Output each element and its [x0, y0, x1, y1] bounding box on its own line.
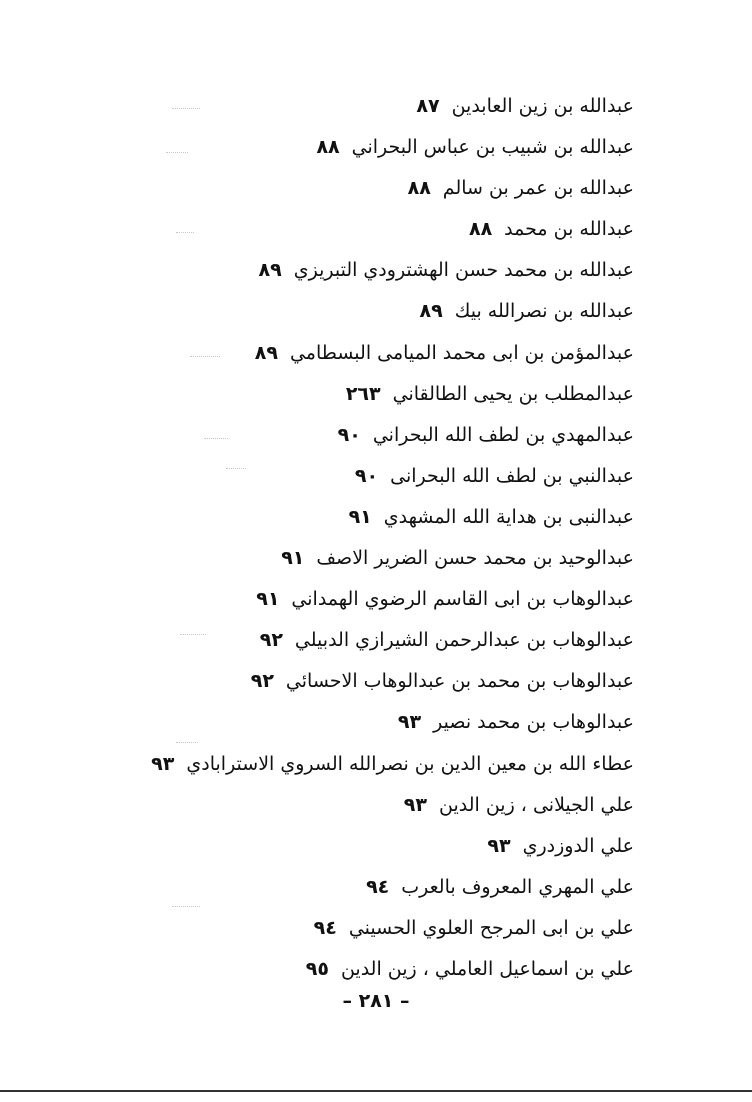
entry-page-number: ٨٨ — [407, 177, 431, 200]
entry-page-number: ٢٦٣ — [345, 382, 381, 405]
index-entry — [114, 497, 634, 538]
entry-page-number: ٩٢ — [250, 670, 274, 693]
entry-page-number: ٩٥ — [305, 957, 329, 980]
bleed-through-mark — [204, 438, 228, 439]
entry-page-number: ٨٨ — [316, 136, 340, 159]
entry-name: علي الجيلانى ، زين الدين — [438, 793, 634, 816]
index-entry — [114, 168, 634, 209]
bleed-through-mark — [176, 232, 194, 233]
entry-page-number: ٨٧ — [416, 95, 440, 117]
entry-name: عبدالله بن شبيب بن عباس البحراني — [351, 136, 634, 159]
entry-name: عبدالله بن زين العابدين — [451, 95, 634, 117]
entry-name: علي الدوزدري — [522, 834, 634, 857]
index-entry — [114, 579, 634, 620]
entry-name: عبدالوحيد بن محمد حسن الضرير الاصف — [316, 547, 634, 570]
entry-page-number: ٩٣ — [487, 834, 511, 857]
entry-page-number: ٩٤ — [366, 875, 390, 898]
index-entry — [114, 333, 634, 374]
bleed-through-mark — [172, 108, 200, 109]
bleed-through-mark — [226, 468, 246, 469]
entry-name: عبدالوهاب بن عبدالرحمن الشيرازي الدبيلي — [294, 629, 634, 652]
bleed-through-mark — [190, 356, 220, 357]
index-entry — [114, 538, 634, 579]
bleed-through-mark — [176, 742, 198, 743]
entry-page-number: ٨٨ — [468, 218, 493, 241]
entry-name: عبدالمهدي بن لطف الله البحراني — [372, 423, 634, 446]
index-entry — [114, 620, 634, 661]
index-entry — [114, 291, 634, 332]
entry-page-number: ٩٣ — [151, 752, 175, 775]
entry-page-number: ٩٠ — [337, 423, 361, 446]
index-entry — [114, 744, 634, 785]
entry-page-number: ٨٩ — [419, 300, 443, 323]
index-entry — [114, 908, 634, 949]
bottom-rule — [0, 1090, 752, 1092]
bleed-through-mark — [172, 906, 200, 907]
entry-name: علي المهري المعروف بالعرب — [401, 875, 634, 898]
index-entry — [114, 86, 634, 127]
entry-name: عبدالنبى بن هداية الله المشهدي — [383, 505, 634, 528]
index-list — [114, 86, 634, 990]
entry-page-number: ٩٠ — [354, 464, 379, 487]
entry-name: عبدالنبي بن لطف الله البحرانى — [390, 464, 634, 487]
bleed-through-mark — [166, 152, 188, 153]
index-entry — [114, 250, 634, 291]
index-entry — [114, 374, 634, 415]
index-entry — [114, 661, 634, 702]
entry-name: عبدالوهاب بن محمد نصير — [433, 711, 634, 734]
entry-name: عبدالوهاب بن محمد بن عبدالوهاب الاحسائي — [285, 670, 634, 693]
index-entry — [114, 702, 634, 743]
entry-name: عبدالوهاب بن ابى القاسم الرضوي الهمداني — [291, 588, 634, 611]
index-entry — [114, 127, 634, 168]
index-entry — [114, 456, 634, 497]
entry-page-number: ٨٩ — [258, 259, 282, 282]
entry-name: عبدالله بن محمد حسن الهشترودي التبريزي — [293, 259, 634, 282]
entry-name: عبدالله بن عمر بن سالم — [442, 177, 634, 200]
entry-name: علي بن اسماعيل العاملي ، زين الدين — [340, 957, 634, 980]
page-number: – ٢٨١ – — [342, 990, 410, 1012]
index-entry — [114, 826, 634, 867]
entry-page-number: ٩١ — [281, 547, 305, 570]
entry-page-number: ٩١ — [256, 588, 280, 611]
entry-page-number: ٩٣ — [403, 793, 427, 816]
entry-name: عبدالله بن نصرالله بيك — [454, 300, 634, 323]
index-entry — [114, 785, 634, 826]
entry-name: عطاء الله بن معين الدين بن نصرالله السروي الاسترابادي — [186, 752, 634, 775]
bleed-through-mark — [180, 634, 206, 635]
index-entry — [114, 867, 634, 908]
index-entry — [114, 415, 634, 456]
index-entry — [114, 209, 634, 250]
entry-page-number: ٩٢ — [259, 629, 283, 652]
index-entry — [114, 949, 634, 990]
entry-page-number: ٩٣ — [397, 711, 422, 734]
entry-page-number: ٩٤ — [313, 916, 337, 939]
entry-name: عبدالله بن محمد — [504, 218, 634, 241]
entry-page-number: ٩١ — [348, 505, 372, 528]
entry-name: عبدالمؤمن بن ابى محمد الميامى البسطامي — [289, 341, 634, 364]
entry-page-number: ٨٩ — [254, 341, 278, 364]
entry-name: عبدالمطلب بن يحيى الطالقاني — [392, 382, 634, 405]
entry-name: علي بن ابى المرجح العلوي الحسيني — [348, 916, 634, 939]
